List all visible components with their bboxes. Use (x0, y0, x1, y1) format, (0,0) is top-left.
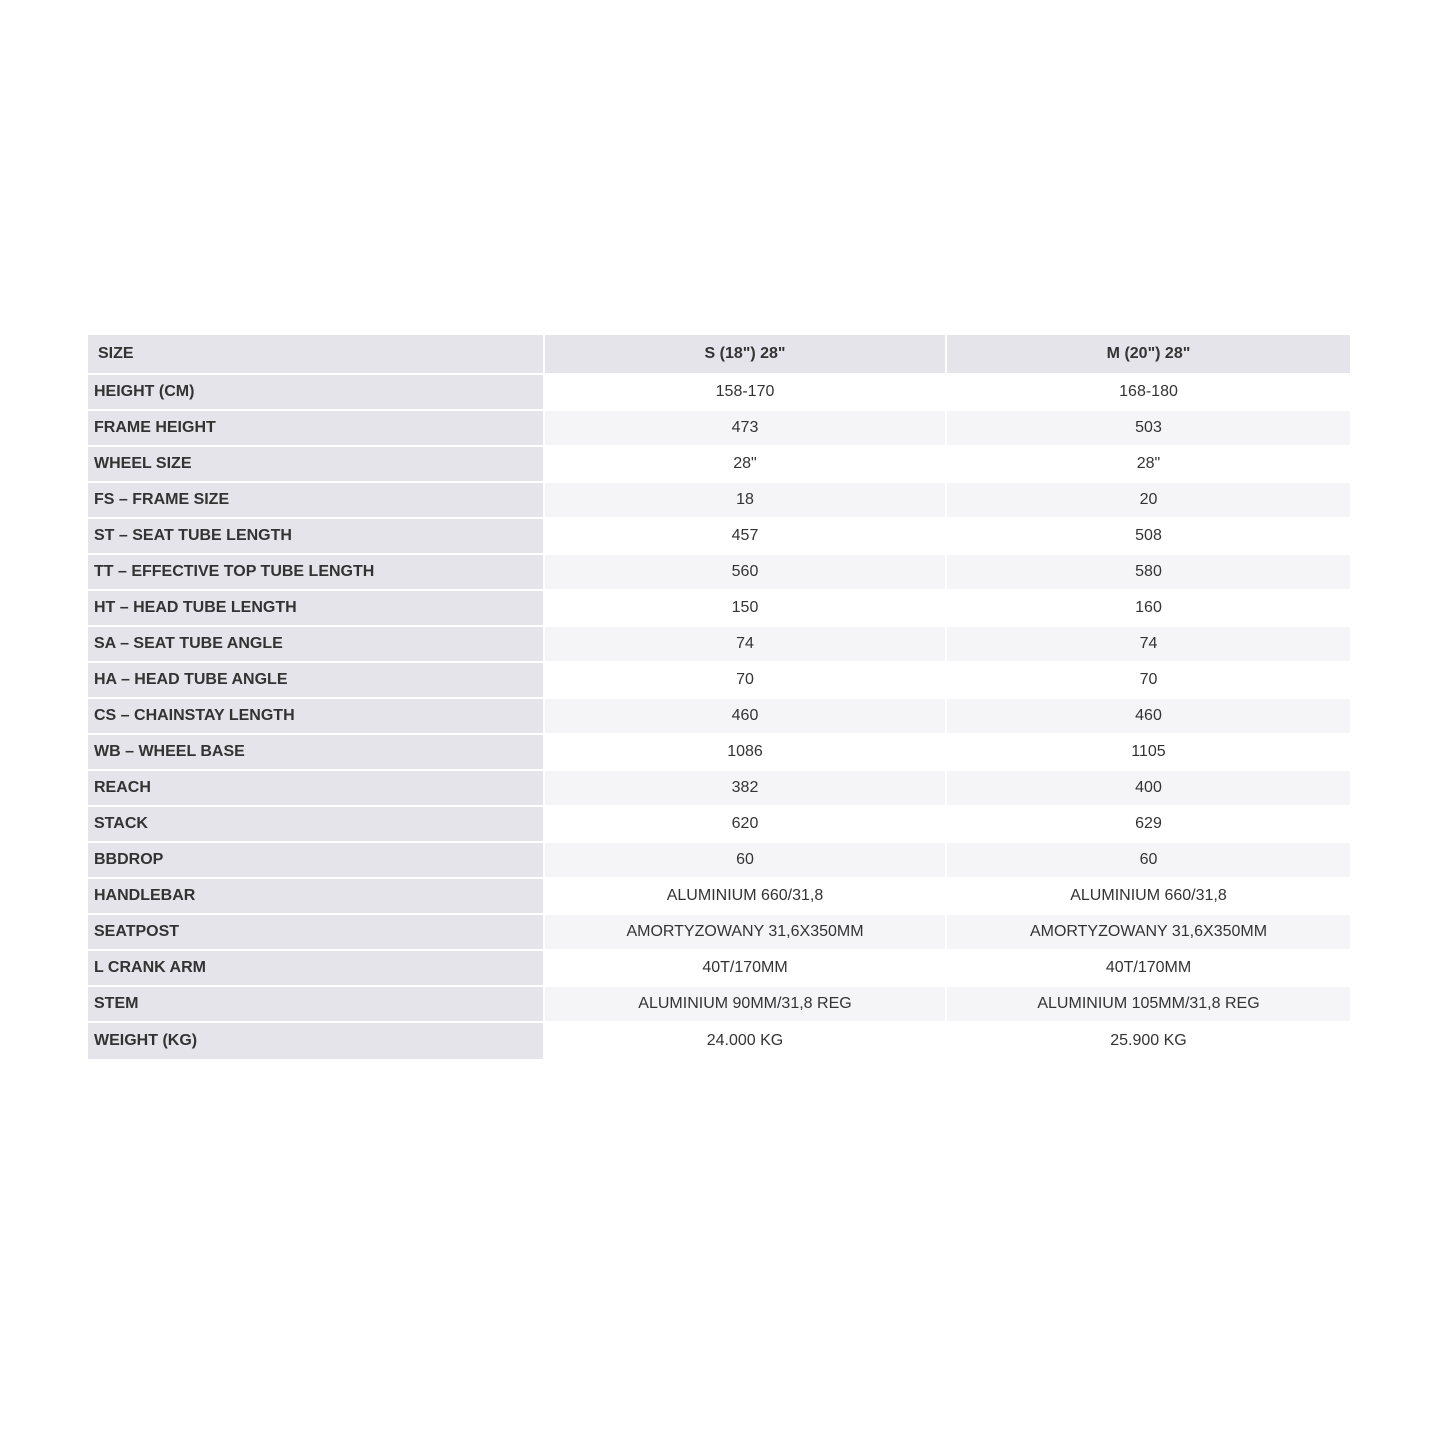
table-row (88, 627, 1350, 663)
row-label: STACK (88, 807, 545, 843)
row-label: SA – SEAT TUBE ANGLE (88, 627, 545, 663)
value-size-m: 60 (947, 843, 1350, 879)
row-label: CS – CHAINSTAY LENGTH (88, 699, 545, 735)
table-row (88, 591, 1350, 627)
value-size-m: 70 (947, 663, 1350, 699)
table-row (88, 699, 1350, 735)
table-row (88, 987, 1350, 1023)
value-size-s: 18 (545, 483, 947, 519)
value-size-m: 460 (947, 699, 1350, 735)
row-label: HEIGHT (CM) (88, 375, 545, 411)
value-size-s: 457 (545, 519, 947, 555)
table-row (88, 951, 1350, 987)
table-row (88, 555, 1350, 591)
value-size-s: 28" (545, 447, 947, 483)
value-size-m: 20 (947, 483, 1350, 519)
value-size-s: 74 (545, 627, 947, 663)
value-size-s: 1086 (545, 735, 947, 771)
row-label: WHEEL SIZE (88, 447, 545, 483)
value-size-s: 473 (545, 411, 947, 447)
table-row (88, 411, 1350, 447)
value-size-m: 508 (947, 519, 1350, 555)
row-label: BBDROP (88, 843, 545, 879)
value-size-s: 70 (545, 663, 947, 699)
row-label: REACH (88, 771, 545, 807)
value-size-m: 1105 (947, 735, 1350, 771)
row-label: STEM (88, 987, 545, 1023)
header-size-s: S (18") 28" (545, 335, 947, 375)
value-size-s: 620 (545, 807, 947, 843)
value-size-m: 40T/170MM (947, 951, 1350, 987)
row-label: HANDLEBAR (88, 879, 545, 915)
row-label: ST – SEAT TUBE LENGTH (88, 519, 545, 555)
row-label: FRAME HEIGHT (88, 411, 545, 447)
row-label: L CRANK ARM (88, 951, 545, 987)
header-size-label: SIZE (88, 335, 545, 375)
value-size-m: 168-180 (947, 375, 1350, 411)
table-row (88, 771, 1350, 807)
table-row (88, 915, 1350, 951)
value-size-m: AMORTYZOWANY 31,6X350MM (947, 915, 1350, 951)
table-row (88, 663, 1350, 699)
value-size-m: 28" (947, 447, 1350, 483)
value-size-m: 580 (947, 555, 1350, 591)
table-row (88, 843, 1350, 879)
size-chart-table (88, 335, 1350, 1059)
value-size-m: ALUMINIUM 105MM/31,8 REG (947, 987, 1350, 1023)
value-size-m: 629 (947, 807, 1350, 843)
table-row (88, 519, 1350, 555)
value-size-s: 560 (545, 555, 947, 591)
row-label: WB – WHEEL BASE (88, 735, 545, 771)
value-size-s: ALUMINIUM 660/31,8 (545, 879, 947, 915)
table-row (88, 1023, 1350, 1059)
value-size-s: 24.000 KG (545, 1023, 947, 1059)
table-row (88, 375, 1350, 411)
table-body (88, 375, 1350, 1059)
table-row (88, 879, 1350, 915)
value-size-m: 74 (947, 627, 1350, 663)
value-size-s: ALUMINIUM 90MM/31,8 REG (545, 987, 947, 1023)
value-size-s: 60 (545, 843, 947, 879)
row-label: WEIGHT (KG) (88, 1023, 545, 1059)
row-label: SEATPOST (88, 915, 545, 951)
table-row (88, 807, 1350, 843)
table-row (88, 447, 1350, 483)
row-label: TT – EFFECTIVE TOP TUBE LENGTH (88, 555, 545, 591)
value-size-m: ALUMINIUM 660/31,8 (947, 879, 1350, 915)
row-label: HA – HEAD TUBE ANGLE (88, 663, 545, 699)
table-row (88, 735, 1350, 771)
value-size-s: AMORTYZOWANY 31,6X350MM (545, 915, 947, 951)
value-size-s: 382 (545, 771, 947, 807)
header-row (88, 335, 1350, 375)
table-header (88, 335, 1350, 375)
row-label: FS – FRAME SIZE (88, 483, 545, 519)
table-row (88, 483, 1350, 519)
row-label: HT – HEAD TUBE LENGTH (88, 591, 545, 627)
value-size-m: 400 (947, 771, 1350, 807)
value-size-s: 158-170 (545, 375, 947, 411)
value-size-m: 503 (947, 411, 1350, 447)
value-size-s: 150 (545, 591, 947, 627)
value-size-s: 40T/170MM (545, 951, 947, 987)
value-size-m: 160 (947, 591, 1350, 627)
header-size-m: M (20") 28" (947, 335, 1350, 375)
value-size-m: 25.900 KG (947, 1023, 1350, 1059)
value-size-s: 460 (545, 699, 947, 735)
